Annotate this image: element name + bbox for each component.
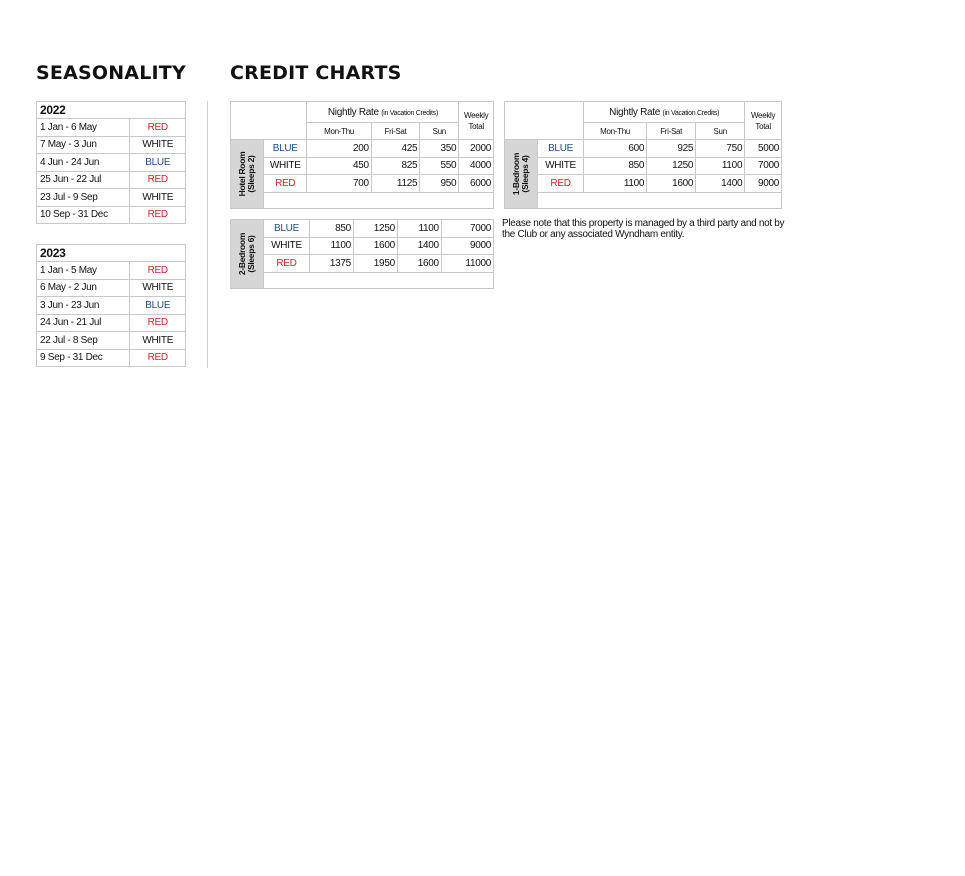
date-range: 6 May - 2 Jun — [37, 279, 130, 297]
credit-table-2-bedroom — [230, 219, 494, 289]
season-row — [37, 136, 186, 154]
rate-row — [231, 175, 494, 193]
rate-row — [505, 140, 782, 158]
season-row — [37, 297, 186, 315]
season-row — [37, 279, 186, 297]
weekly-total: 7000 — [745, 157, 782, 175]
rate-mon-thu: 600 — [584, 140, 647, 158]
rate-row — [505, 175, 782, 193]
season-level: BLUE — [130, 297, 186, 315]
blank-row — [264, 192, 494, 208]
date-range: 7 May - 3 Jun — [37, 136, 130, 154]
date-range: 10 Sep - 31 Dec — [37, 206, 130, 224]
day-header: Fri-Sat — [371, 123, 419, 140]
rate-sun: 550 — [420, 157, 459, 175]
corner-cell — [231, 102, 307, 140]
credit-table-1-bedroom — [504, 101, 782, 209]
season-level: RED — [130, 262, 186, 280]
credit-charts-heading: CREDIT CHARTS — [230, 62, 402, 84]
season-level: WHITE — [264, 237, 310, 255]
credit-table-hotel-room — [230, 101, 494, 209]
date-range: 1 Jan - 5 May — [37, 262, 130, 280]
rate-row — [231, 255, 494, 273]
season-level: RED — [130, 206, 186, 224]
management-note: Please note that this property is managed by a third party and not by the Club or any associated Wyndham entity. — [502, 218, 785, 240]
rate-sun: 350 — [420, 140, 459, 158]
rate-fri-sat: 1250 — [353, 220, 397, 238]
weekly-total: 9000 — [441, 237, 493, 255]
season-level: WHITE — [130, 279, 186, 297]
unit-type-label: 2-Bedroom (Sleeps 6) — [231, 220, 264, 289]
date-range: 1 Jan - 6 May — [37, 119, 130, 137]
weekly-total: 7000 — [441, 220, 493, 238]
weekly-total: 5000 — [745, 140, 782, 158]
blank-row — [538, 192, 782, 208]
season-level: BLUE — [130, 154, 186, 172]
rate-mon-thu: 1100 — [310, 237, 354, 255]
season-level: WHITE — [130, 189, 186, 207]
weekly-total: 4000 — [459, 157, 494, 175]
rate-mon-thu: 200 — [307, 140, 371, 158]
season-level: RED — [264, 255, 310, 273]
rate-sun: 1600 — [397, 255, 441, 273]
rate-fri-sat: 925 — [647, 140, 696, 158]
date-range: 3 Jun - 23 Jun — [37, 297, 130, 315]
date-range: 25 Jun - 22 Jul — [37, 171, 130, 189]
rate-mon-thu: 700 — [307, 175, 371, 193]
unit-type-label: 1-Bedroom (Sleeps 4) — [505, 140, 538, 209]
unit-type-label: Hotel Room (Sleeps 2) — [231, 140, 264, 209]
season-level: BLUE — [264, 220, 310, 238]
season-row — [37, 189, 186, 207]
rate-sun: 1100 — [397, 220, 441, 238]
day-header: Mon-Thu — [584, 123, 647, 140]
weekly-total-header: Weekly Total — [459, 102, 494, 140]
season-level: WHITE — [130, 332, 186, 350]
rate-fri-sat: 1125 — [371, 175, 419, 193]
season-row — [37, 332, 186, 350]
rate-row — [505, 157, 782, 175]
column-divider — [207, 101, 208, 368]
nightly-rate-header: Nightly Rate (in Vacation Credits) — [307, 102, 459, 123]
year-heading: 2023 — [37, 245, 186, 262]
season-level: BLUE — [538, 140, 584, 158]
rate-row — [231, 237, 494, 255]
rate-row — [231, 157, 494, 175]
season-level: RED — [130, 171, 186, 189]
season-row — [37, 314, 186, 332]
rate-fri-sat: 1600 — [647, 175, 696, 193]
rate-fri-sat: 1950 — [353, 255, 397, 273]
rate-mon-thu: 1375 — [310, 255, 354, 273]
weekly-total: 2000 — [459, 140, 494, 158]
rate-sun: 1400 — [696, 175, 745, 193]
weekly-total: 6000 — [459, 175, 494, 193]
day-header: Sun — [696, 123, 745, 140]
season-level: BLUE — [264, 140, 307, 158]
day-header: Sun — [420, 123, 459, 140]
rate-mon-thu: 1100 — [584, 175, 647, 193]
year-heading: 2022 — [37, 102, 186, 119]
seasonality-table-2022 — [36, 101, 186, 224]
weekly-total: 9000 — [745, 175, 782, 193]
rate-fri-sat: 1250 — [647, 157, 696, 175]
rate-mon-thu: 450 — [307, 157, 371, 175]
rate-row — [231, 220, 494, 238]
season-level: RED — [264, 175, 307, 193]
rate-mon-thu: 850 — [584, 157, 647, 175]
rate-sun: 950 — [420, 175, 459, 193]
date-range: 24 Jun - 21 Jul — [37, 314, 130, 332]
season-level: WHITE — [264, 157, 307, 175]
season-row — [37, 171, 186, 189]
nightly-rate-header: Nightly Rate (in Vacation Credits) — [584, 102, 745, 123]
seasonality-heading: SEASONALITY — [36, 62, 186, 84]
blank-row — [264, 272, 494, 288]
season-level: RED — [130, 349, 186, 367]
rate-fri-sat: 425 — [371, 140, 419, 158]
corner-cell — [505, 102, 584, 140]
rate-mon-thu: 850 — [310, 220, 354, 238]
date-range: 4 Jun - 24 Jun — [37, 154, 130, 172]
season-row — [37, 262, 186, 280]
season-row — [37, 119, 186, 137]
rate-sun: 750 — [696, 140, 745, 158]
date-range: 23 Jul - 9 Sep — [37, 189, 130, 207]
seasonality-table-2023 — [36, 244, 186, 367]
rate-sun: 1400 — [397, 237, 441, 255]
weekly-total-header: Weekly Total — [745, 102, 782, 140]
day-header: Mon-Thu — [307, 123, 371, 140]
rate-sun: 1100 — [696, 157, 745, 175]
day-header: Fri-Sat — [647, 123, 696, 140]
season-level: WHITE — [538, 157, 584, 175]
date-range: 9 Sep - 31 Dec — [37, 349, 130, 367]
season-level: RED — [130, 314, 186, 332]
date-range: 22 Jul - 8 Sep — [37, 332, 130, 350]
season-row — [37, 349, 186, 367]
weekly-total: 11000 — [441, 255, 493, 273]
season-row — [37, 154, 186, 172]
season-level: RED — [538, 175, 584, 193]
season-row — [37, 206, 186, 224]
season-level: WHITE — [130, 136, 186, 154]
season-level: RED — [130, 119, 186, 137]
rate-row — [231, 140, 494, 158]
rate-fri-sat: 1600 — [353, 237, 397, 255]
rate-fri-sat: 825 — [371, 157, 419, 175]
